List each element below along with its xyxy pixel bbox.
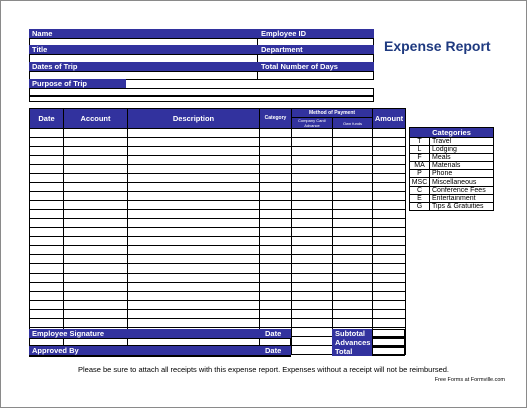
col-category: Category bbox=[260, 109, 292, 129]
category-cell[interactable] bbox=[260, 174, 292, 183]
company-card-cell[interactable] bbox=[292, 210, 333, 219]
date-cell[interactable] bbox=[30, 201, 64, 210]
category-label: Materials bbox=[430, 162, 494, 170]
amount-cell[interactable] bbox=[373, 192, 406, 201]
category-label: Meals bbox=[430, 154, 494, 162]
company-card-cell[interactable] bbox=[292, 219, 333, 228]
table-row bbox=[30, 255, 406, 264]
date-cell[interactable] bbox=[30, 228, 64, 237]
category-cell[interactable] bbox=[260, 318, 292, 327]
account-cell[interactable] bbox=[64, 210, 128, 219]
date-cell[interactable] bbox=[30, 273, 64, 282]
company-card-cell[interactable] bbox=[292, 318, 333, 327]
own-funds-cell[interactable] bbox=[333, 246, 373, 255]
date-cell[interactable] bbox=[30, 237, 64, 246]
subtotal-label: Subtotal bbox=[332, 329, 372, 338]
account-cell[interactable] bbox=[64, 237, 128, 246]
amount-cell[interactable] bbox=[373, 309, 406, 318]
company-card-cell[interactable] bbox=[292, 174, 333, 183]
company-card-cell[interactable] bbox=[292, 291, 333, 300]
description-cell[interactable] bbox=[128, 192, 260, 201]
amount-cell[interactable] bbox=[373, 210, 406, 219]
category-cell[interactable] bbox=[260, 282, 292, 291]
description-cell[interactable] bbox=[128, 156, 260, 165]
category-row bbox=[410, 138, 494, 146]
footer-block bbox=[29, 329, 405, 357]
col-company-card: Company Card/ Advance bbox=[292, 118, 333, 129]
date-cell[interactable] bbox=[30, 255, 64, 264]
date-cell[interactable] bbox=[30, 174, 64, 183]
table-row bbox=[30, 174, 406, 183]
amount-cell[interactable] bbox=[373, 156, 406, 165]
date-cell[interactable] bbox=[30, 165, 64, 174]
categories-header: Categories bbox=[410, 128, 494, 138]
description-cell[interactable] bbox=[128, 138, 260, 147]
category-cell[interactable] bbox=[260, 183, 292, 192]
total-label: Total bbox=[332, 347, 372, 356]
date-cell[interactable] bbox=[30, 129, 64, 138]
table-row bbox=[30, 282, 406, 291]
account-cell[interactable] bbox=[64, 309, 128, 318]
category-label: Travel bbox=[430, 138, 494, 146]
categories-rows bbox=[410, 138, 494, 211]
title-label: Title bbox=[29, 45, 258, 54]
account-cell[interactable] bbox=[64, 183, 128, 192]
account-cell[interactable] bbox=[64, 246, 128, 255]
company-card-cell[interactable] bbox=[292, 300, 333, 309]
category-code: G bbox=[410, 202, 430, 210]
company-card-cell[interactable] bbox=[292, 192, 333, 201]
company-card-cell[interactable] bbox=[292, 237, 333, 246]
table-row bbox=[30, 237, 406, 246]
approved-by-field[interactable] bbox=[29, 355, 291, 357]
account-cell[interactable] bbox=[64, 255, 128, 264]
table-row bbox=[30, 183, 406, 192]
category-cell[interactable] bbox=[260, 264, 292, 273]
category-label: Conference Fees bbox=[430, 186, 494, 194]
description-cell[interactable] bbox=[128, 165, 260, 174]
description-cell[interactable] bbox=[128, 174, 260, 183]
advances-label: Advances bbox=[332, 338, 372, 347]
category-cell[interactable] bbox=[260, 219, 292, 228]
company-card-cell[interactable] bbox=[292, 309, 333, 318]
own-funds-cell[interactable] bbox=[333, 201, 373, 210]
account-cell[interactable] bbox=[64, 291, 128, 300]
expense-rows bbox=[30, 129, 406, 355]
advances-field[interactable] bbox=[372, 338, 405, 347]
category-code: C bbox=[410, 186, 430, 194]
own-funds-cell[interactable] bbox=[333, 165, 373, 174]
table-row bbox=[30, 210, 406, 219]
table-row bbox=[30, 201, 406, 210]
company-card-cell[interactable] bbox=[292, 156, 333, 165]
company-card-cell[interactable] bbox=[292, 282, 333, 291]
company-card-cell[interactable] bbox=[292, 165, 333, 174]
company-card-cell[interactable] bbox=[292, 246, 333, 255]
amount-cell[interactable] bbox=[373, 255, 406, 264]
account-cell[interactable] bbox=[64, 138, 128, 147]
category-label: Tips & Gratuities bbox=[430, 202, 494, 210]
description-cell[interactable] bbox=[128, 129, 260, 138]
account-cell[interactable] bbox=[64, 129, 128, 138]
description-cell[interactable] bbox=[128, 183, 260, 192]
company-card-cell[interactable] bbox=[292, 201, 333, 210]
table-row bbox=[30, 192, 406, 201]
category-label: Phone bbox=[430, 170, 494, 178]
table-row bbox=[30, 219, 406, 228]
amount-cell[interactable] bbox=[373, 147, 406, 156]
employee-signature-label: Employee Signature bbox=[29, 329, 262, 338]
account-cell[interactable] bbox=[64, 273, 128, 282]
table-row bbox=[30, 228, 406, 237]
name-label: Name bbox=[29, 29, 258, 38]
category-code: E bbox=[410, 194, 430, 202]
header-info-block bbox=[29, 29, 374, 101]
date-cell[interactable] bbox=[30, 300, 64, 309]
approved-by-label: Approved By bbox=[29, 346, 262, 355]
page-title: Expense Report bbox=[384, 38, 491, 54]
description-cell[interactable] bbox=[128, 255, 260, 264]
category-row bbox=[410, 154, 494, 162]
account-cell[interactable] bbox=[64, 192, 128, 201]
total-field[interactable] bbox=[372, 347, 405, 356]
amount-cell[interactable] bbox=[373, 165, 406, 174]
expense-table bbox=[29, 108, 406, 355]
date-cell[interactable] bbox=[30, 309, 64, 318]
table-row bbox=[30, 309, 406, 318]
category-cell[interactable] bbox=[260, 192, 292, 201]
own-funds-cell[interactable] bbox=[333, 255, 373, 264]
col-amount: Amount bbox=[373, 109, 406, 129]
category-cell[interactable] bbox=[260, 246, 292, 255]
dates-of-trip-label: Dates of Trip bbox=[29, 62, 258, 71]
own-funds-cell[interactable] bbox=[333, 210, 373, 219]
table-row bbox=[30, 264, 406, 273]
category-cell[interactable] bbox=[260, 273, 292, 282]
category-code: P bbox=[410, 170, 430, 178]
amount-cell[interactable] bbox=[373, 129, 406, 138]
company-card-cell[interactable] bbox=[292, 255, 333, 264]
company-card-cell[interactable] bbox=[292, 228, 333, 237]
own-funds-cell[interactable] bbox=[333, 192, 373, 201]
category-code: F bbox=[410, 154, 430, 162]
category-label: Lodging bbox=[430, 146, 494, 154]
categories-table bbox=[409, 127, 494, 211]
own-funds-cell[interactable] bbox=[333, 156, 373, 165]
table-row bbox=[30, 300, 406, 309]
description-cell[interactable] bbox=[128, 282, 260, 291]
own-funds-cell[interactable] bbox=[333, 228, 373, 237]
date-cell[interactable] bbox=[30, 291, 64, 300]
table-row bbox=[30, 246, 406, 255]
account-cell[interactable] bbox=[64, 174, 128, 183]
amount-cell[interactable] bbox=[373, 237, 406, 246]
description-cell[interactable] bbox=[128, 264, 260, 273]
description-cell[interactable] bbox=[128, 219, 260, 228]
amount-cell[interactable] bbox=[373, 183, 406, 192]
purpose-field-2[interactable] bbox=[29, 95, 374, 102]
account-cell[interactable] bbox=[64, 300, 128, 309]
description-cell[interactable] bbox=[128, 201, 260, 210]
description-cell[interactable] bbox=[128, 237, 260, 246]
own-funds-cell[interactable] bbox=[333, 129, 373, 138]
table-row bbox=[30, 291, 406, 300]
col-method-of-payment: Method of Payment bbox=[292, 109, 373, 118]
own-funds-cell[interactable] bbox=[333, 300, 373, 309]
category-row bbox=[410, 162, 494, 170]
col-own-funds: Own funds bbox=[333, 118, 373, 129]
category-row bbox=[410, 178, 494, 186]
own-funds-cell[interactable] bbox=[333, 264, 373, 273]
description-cell[interactable] bbox=[128, 300, 260, 309]
amount-cell[interactable] bbox=[373, 201, 406, 210]
category-cell[interactable] bbox=[260, 210, 292, 219]
own-funds-cell[interactable] bbox=[333, 309, 373, 318]
description-cell[interactable] bbox=[128, 291, 260, 300]
account-cell[interactable] bbox=[64, 264, 128, 273]
own-funds-cell[interactable] bbox=[333, 174, 373, 183]
receipt-note: Please be sure to attach all receipts with this expense report. Expenses without a receipt will not be reimbursed. bbox=[77, 365, 450, 374]
table-row bbox=[30, 147, 406, 156]
category-label: Miscellaneous bbox=[430, 178, 494, 186]
date-cell[interactable] bbox=[30, 183, 64, 192]
category-code: L bbox=[410, 146, 430, 154]
date-cell[interactable] bbox=[30, 147, 64, 156]
own-funds-cell[interactable] bbox=[333, 318, 373, 327]
category-row bbox=[410, 170, 494, 178]
total-days-label: Total Number of Days bbox=[258, 62, 374, 71]
description-cell[interactable] bbox=[128, 318, 260, 327]
date-cell[interactable] bbox=[30, 219, 64, 228]
date-cell[interactable] bbox=[30, 138, 64, 147]
col-description: Description bbox=[128, 109, 260, 129]
category-row bbox=[410, 202, 494, 210]
category-code: MSC bbox=[410, 178, 430, 186]
total-days-field[interactable] bbox=[257, 71, 374, 80]
amount-cell[interactable] bbox=[373, 246, 406, 255]
account-cell[interactable] bbox=[64, 156, 128, 165]
company-card-cell[interactable] bbox=[292, 264, 333, 273]
table-row bbox=[30, 156, 406, 165]
category-row bbox=[410, 146, 494, 154]
amount-cell[interactable] bbox=[373, 219, 406, 228]
description-cell[interactable] bbox=[128, 309, 260, 318]
purpose-label: Purpose of Trip bbox=[29, 79, 126, 88]
amount-cell[interactable] bbox=[373, 273, 406, 282]
date-cell[interactable] bbox=[30, 318, 64, 327]
date-cell[interactable] bbox=[30, 156, 64, 165]
col-date: Date bbox=[30, 109, 64, 129]
category-cell[interactable] bbox=[260, 228, 292, 237]
category-code: MA bbox=[410, 162, 430, 170]
description-cell[interactable] bbox=[128, 228, 260, 237]
table-row bbox=[30, 138, 406, 147]
category-cell[interactable] bbox=[260, 138, 292, 147]
table-row bbox=[30, 318, 406, 327]
account-cell[interactable] bbox=[64, 318, 128, 327]
company-card-cell[interactable] bbox=[292, 129, 333, 138]
table-row bbox=[30, 129, 406, 138]
company-card-cell[interactable] bbox=[292, 147, 333, 156]
account-cell[interactable] bbox=[64, 282, 128, 291]
category-cell[interactable] bbox=[260, 201, 292, 210]
amount-cell[interactable] bbox=[373, 264, 406, 273]
date-cell[interactable] bbox=[30, 192, 64, 201]
date-label-1: Date bbox=[262, 329, 291, 338]
category-cell[interactable] bbox=[260, 129, 292, 138]
account-cell[interactable] bbox=[64, 219, 128, 228]
own-funds-cell[interactable] bbox=[333, 183, 373, 192]
own-funds-cell[interactable] bbox=[333, 219, 373, 228]
account-cell[interactable] bbox=[64, 201, 128, 210]
category-cell[interactable] bbox=[260, 291, 292, 300]
amount-cell[interactable] bbox=[373, 174, 406, 183]
amount-cell[interactable] bbox=[373, 138, 406, 147]
description-cell[interactable] bbox=[128, 210, 260, 219]
category-cell[interactable] bbox=[260, 156, 292, 165]
category-row bbox=[410, 194, 494, 202]
company-card-cell[interactable] bbox=[292, 183, 333, 192]
own-funds-cell[interactable] bbox=[333, 147, 373, 156]
description-cell[interactable] bbox=[128, 147, 260, 156]
employee-id-label: Employee ID bbox=[258, 29, 374, 38]
amount-cell[interactable] bbox=[373, 300, 406, 309]
company-card-cell[interactable] bbox=[292, 138, 333, 147]
category-code: T bbox=[410, 138, 430, 146]
account-cell[interactable] bbox=[64, 147, 128, 156]
company-card-cell[interactable] bbox=[292, 273, 333, 282]
own-funds-cell[interactable] bbox=[333, 138, 373, 147]
date-cell[interactable] bbox=[30, 246, 64, 255]
subtotal-field[interactable] bbox=[372, 329, 405, 338]
col-account: Account bbox=[64, 109, 128, 129]
department-label: Department bbox=[258, 45, 374, 54]
account-cell[interactable] bbox=[64, 165, 128, 174]
own-funds-cell[interactable] bbox=[333, 273, 373, 282]
table-row bbox=[30, 165, 406, 174]
amount-cell[interactable] bbox=[373, 228, 406, 237]
date-cell[interactable] bbox=[30, 264, 64, 273]
description-cell[interactable] bbox=[128, 273, 260, 282]
category-cell[interactable] bbox=[260, 309, 292, 318]
amount-cell[interactable] bbox=[373, 318, 406, 327]
amount-cell[interactable] bbox=[373, 282, 406, 291]
date-cell[interactable] bbox=[30, 210, 64, 219]
amount-cell[interactable] bbox=[373, 291, 406, 300]
category-cell[interactable] bbox=[260, 165, 292, 174]
category-cell[interactable] bbox=[260, 255, 292, 264]
own-funds-cell[interactable] bbox=[333, 282, 373, 291]
own-funds-cell[interactable] bbox=[333, 291, 373, 300]
date-cell[interactable] bbox=[30, 282, 64, 291]
category-label: Entertainment bbox=[430, 194, 494, 202]
table-row bbox=[30, 273, 406, 282]
category-cell[interactable] bbox=[260, 147, 292, 156]
credit-text: Free Forms at Formville.com bbox=[434, 377, 505, 383]
category-cell[interactable] bbox=[260, 300, 292, 309]
description-cell[interactable] bbox=[128, 246, 260, 255]
date-label-2: Date bbox=[262, 346, 291, 355]
own-funds-cell[interactable] bbox=[333, 237, 373, 246]
category-row bbox=[410, 186, 494, 194]
category-cell[interactable] bbox=[260, 237, 292, 246]
account-cell[interactable] bbox=[64, 228, 128, 237]
